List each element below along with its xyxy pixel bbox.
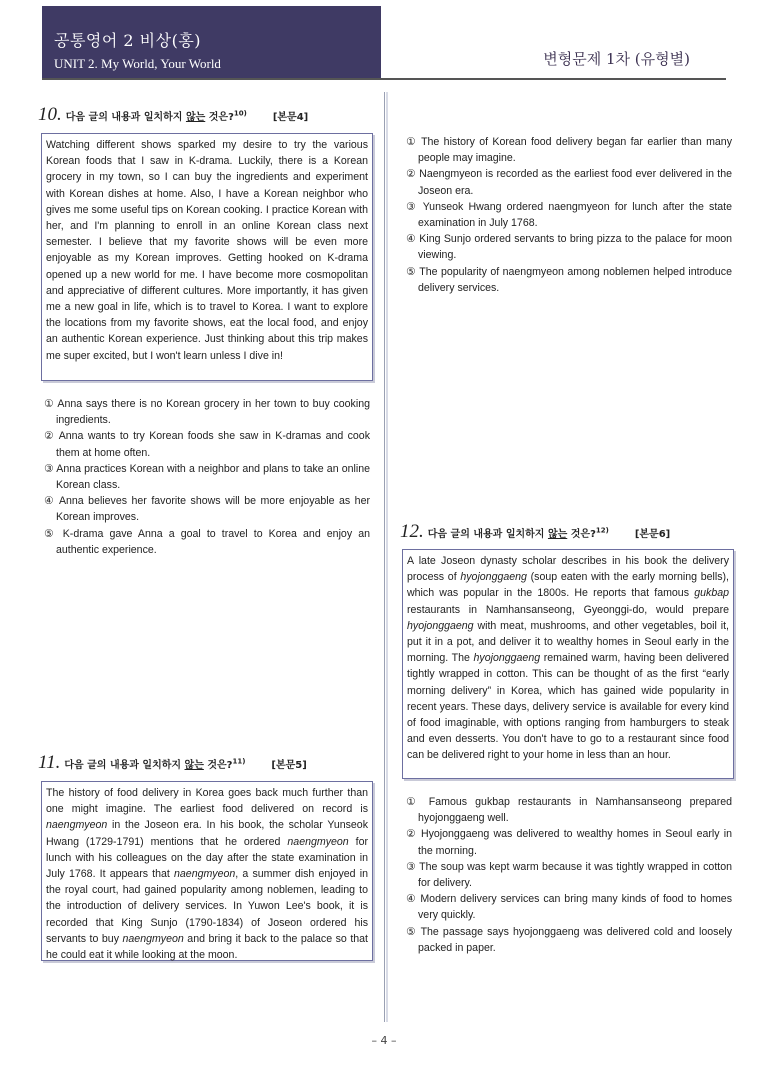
question-number: 12. xyxy=(400,521,424,542)
question-12-options xyxy=(406,794,732,956)
question-10-options xyxy=(44,396,370,558)
option-1[interactable]: ① Famous gukbap restaurants in Namhansanseong prepared hyojonggaeng well. xyxy=(406,796,732,825)
question-12-passage: A late Joseon dynasty scholar describes in his book the delivery process of hyojonggaeng (soup eaten with the early morning bells), which was popular in the 1800s. He reports that famous gukbap restaurants in Namhansanseong, Gyeonggi-do, would prepare hyojonggaeng with meat, mushrooms, and other vegetables, boil it, put it in a pot, and deliver it to wealthy homes in Seoul early in the morning. The hyojonggaeng remained warm, having been delivered tightly wrapped in cotton. This can be thought of as the first “early morning delivery” in Korea, which has gained wide popularity in recent years. These days, delivery service is available for every kind of food imaginable, with options ranging from hamburgers to steak and even desserts. You don't have to go to a restaurant since food can be delivered right to your home in less than an hour. xyxy=(402,549,734,779)
option-1[interactable]: ① The history of Korean food delivery began far earlier than many people may imagine. xyxy=(406,136,732,165)
question-11-options xyxy=(406,134,732,296)
question-10-passage: Watching different shows sparked my desire to try the various Korean foods that I saw in K-drama. Luckily, there is a Korean grocery in my town, so I can buy the ingredients and experiment with Korean dishes at home. Also, I have a Korean neighbor who gives me some useful tips on Korean cooking. I practice Korean with her, and I'm planning to enroll in an online Korean class next semester. I believe that my favorite shows will be even more enjoyable as my Korean improves. Getting hooked on K-drama opened up a new world for me. I have become more cosmopolitan and appreciative of different cultures. More importantly, it has given me a new goal in life, which is to travel to Korea. I want to explore the locations from my favorite shows, eat the local food, and enjoy an authentic Korean experience. Just thinking about this trip makes me super excited, but I won't learn unless I dive in! xyxy=(41,133,373,381)
option-1[interactable]: ① Anna says there is no Korean grocery in her town to buy cooking ingredients. xyxy=(44,398,370,427)
unit-title: UNIT 2. My World, Your World xyxy=(54,56,221,71)
question-number: 11. xyxy=(38,752,61,773)
question-prompt: 다음 글의 내용과 일치하지 않는 것은?$^{11)}$ xyxy=(64,757,246,771)
header-banner xyxy=(42,6,381,78)
option-2[interactable]: ② Hyojonggaeng was delivered to wealthy homes in Seoul early in the morning. xyxy=(406,828,732,857)
option-5[interactable]: ⑤ The passage says hyojonggaeng was delivered cold and loosely packed in paper. xyxy=(406,925,732,954)
option-4[interactable]: ④ Anna believes her favorite shows will be more enjoyable as her Korean improves. xyxy=(44,495,370,524)
question-11-passage: The history of food delivery in Korea goes back much further than one might imagine. The earliest food delivered on record is naengmyeon in the Joseon era. In his book, the scholar Yunseok Hwang (1729-1791) mentions that he ordered naengmyeon for lunch with his colleagues on the day after the state examination in July 1768. It appears that naengmyeon, a summer dish enjoyed in the royal court, had gained popularity among noblemen, leading to the introduction of delivery services. In Yuwon Lee's book, it is recorded that King Sunjo (1790-1834) of Joseon ordered his servants to buy naengmyeon and bring it back to the palace so that he could eat it while looking at the moon. xyxy=(41,781,373,961)
textbook-title: 공통영어 2 비상(홍) xyxy=(54,31,202,50)
question-prompt: 다음 글의 내용과 일치하지 않는 것은?$^{10)}$ xyxy=(65,109,247,123)
option-5[interactable]: ⑤ The popularity of naengmyeon among noblemen helped introduce delivery services. xyxy=(406,265,732,294)
option-3[interactable]: ③ Yunseok Hwang ordered naengmyeon for lunch after the state examination in July 1768. xyxy=(406,200,732,230)
worksheet-title: 변형문제 1차 (유형별) xyxy=(543,50,690,68)
column-divider-shadow xyxy=(386,92,388,1022)
option-2[interactable]: ② Naengmyeon is recorded as the earliest food ever delivered in the Joseon era. xyxy=(406,168,732,197)
option-4[interactable]: ④ Modern delivery services can bring many kinds of food to homes very quickly. xyxy=(406,893,732,922)
option-2[interactable]: ② Anna wants to try Korean foods she saw in K-dramas and cook them at home often. xyxy=(44,430,370,459)
option-3[interactable]: ③ The soup was kept warm because it was tightly wrapped in cotton for delivery. xyxy=(406,860,732,890)
option-3[interactable]: ③ Anna practices Korean with a neighbor and plans to take an online Korean class. xyxy=(44,462,370,492)
question-12-heading xyxy=(400,521,670,543)
question-11-heading xyxy=(38,752,307,774)
question-prompt: 다음 글의 내용과 일치하지 않는 것은?$^{12)}$ xyxy=(427,526,609,540)
page-number: – 4 – xyxy=(371,1034,397,1047)
source-tag: [본문4] xyxy=(272,112,309,123)
question-10-heading xyxy=(38,104,308,126)
question-number: 10. xyxy=(38,104,62,125)
source-tag: [본문6] xyxy=(634,529,671,540)
option-4[interactable]: ④ King Sunjo ordered servants to bring pizza to the palace for moon viewing. xyxy=(406,233,732,262)
source-tag: [본문5] xyxy=(271,760,307,771)
column-divider xyxy=(384,92,385,1022)
header-divider xyxy=(42,78,726,80)
option-5[interactable]: ⑤ K-drama gave Anna a goal to travel to Korea and enjoy an authentic experience. xyxy=(44,527,370,556)
